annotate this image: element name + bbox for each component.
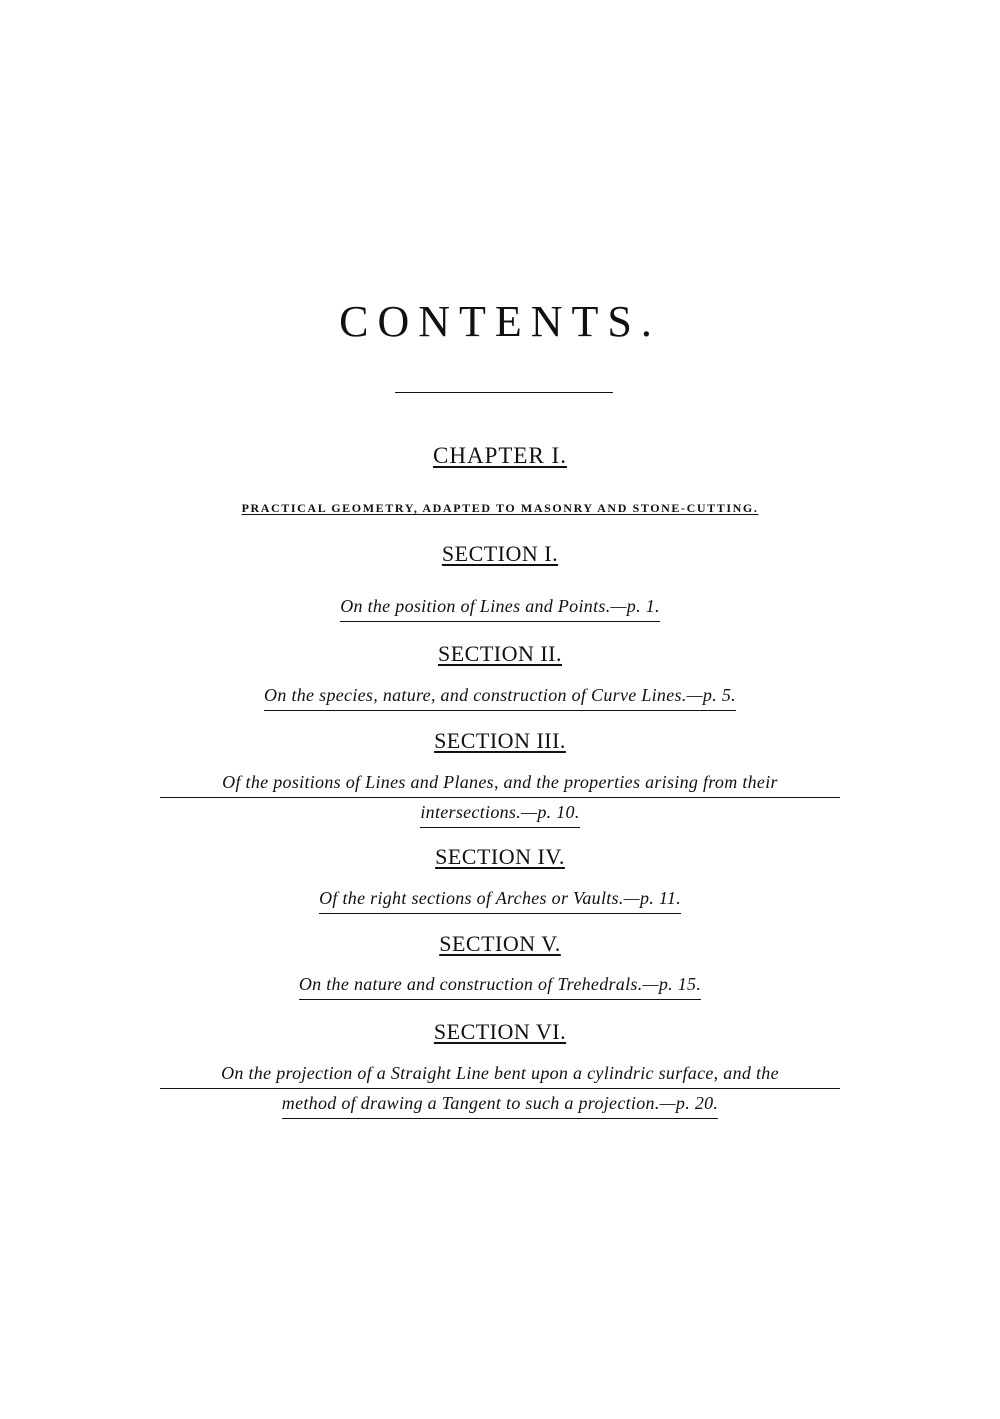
section-entry-6-line-2: method of drawing a Tangent to such a projection.—p. 20. (282, 1089, 718, 1119)
section-heading-4: SECTION IV. (435, 844, 565, 869)
page-title: CONTENTS. (339, 297, 661, 346)
section-entry-2: On the species, nature, and construction of Curve Lines.—p. 5. (0, 681, 1000, 711)
section-entry-3 (160, 768, 840, 828)
section-heading-5: SECTION V. (439, 931, 561, 956)
section-entry-6 (160, 1059, 840, 1119)
section-entry-6-line-1: On the projection of a Straight Line bent upon a cylindric surface, and the (160, 1059, 840, 1089)
section-entry-5: On the nature and construction of Trehedrals.—p. 15. (0, 970, 1000, 1000)
section-entry-4: Of the right sections of Arches or Vaults.—p. 11. (0, 884, 1000, 914)
section-heading-6: SECTION VI. (433, 1019, 567, 1044)
section-heading-3: SECTION III. (434, 728, 566, 753)
section-entry-3-line-2: intersections.—p. 10. (420, 798, 579, 828)
chapter-subtitle: PRACTICAL GEOMETRY, ADAPTED TO MASONRY AND STONE-CUTTING. (241, 501, 759, 515)
section-heading-2: SECTION II. (437, 641, 563, 666)
chapter-heading: CHAPTER I. (433, 443, 567, 468)
section-entry-3-line-1: Of the positions of Lines and Planes, and the properties arising from their (160, 768, 840, 798)
section-heading-1: SECTION I. (441, 541, 559, 566)
section-entry-1: On the position of Lines and Points.—p. 1. (0, 592, 1000, 622)
title-divider (395, 392, 613, 393)
